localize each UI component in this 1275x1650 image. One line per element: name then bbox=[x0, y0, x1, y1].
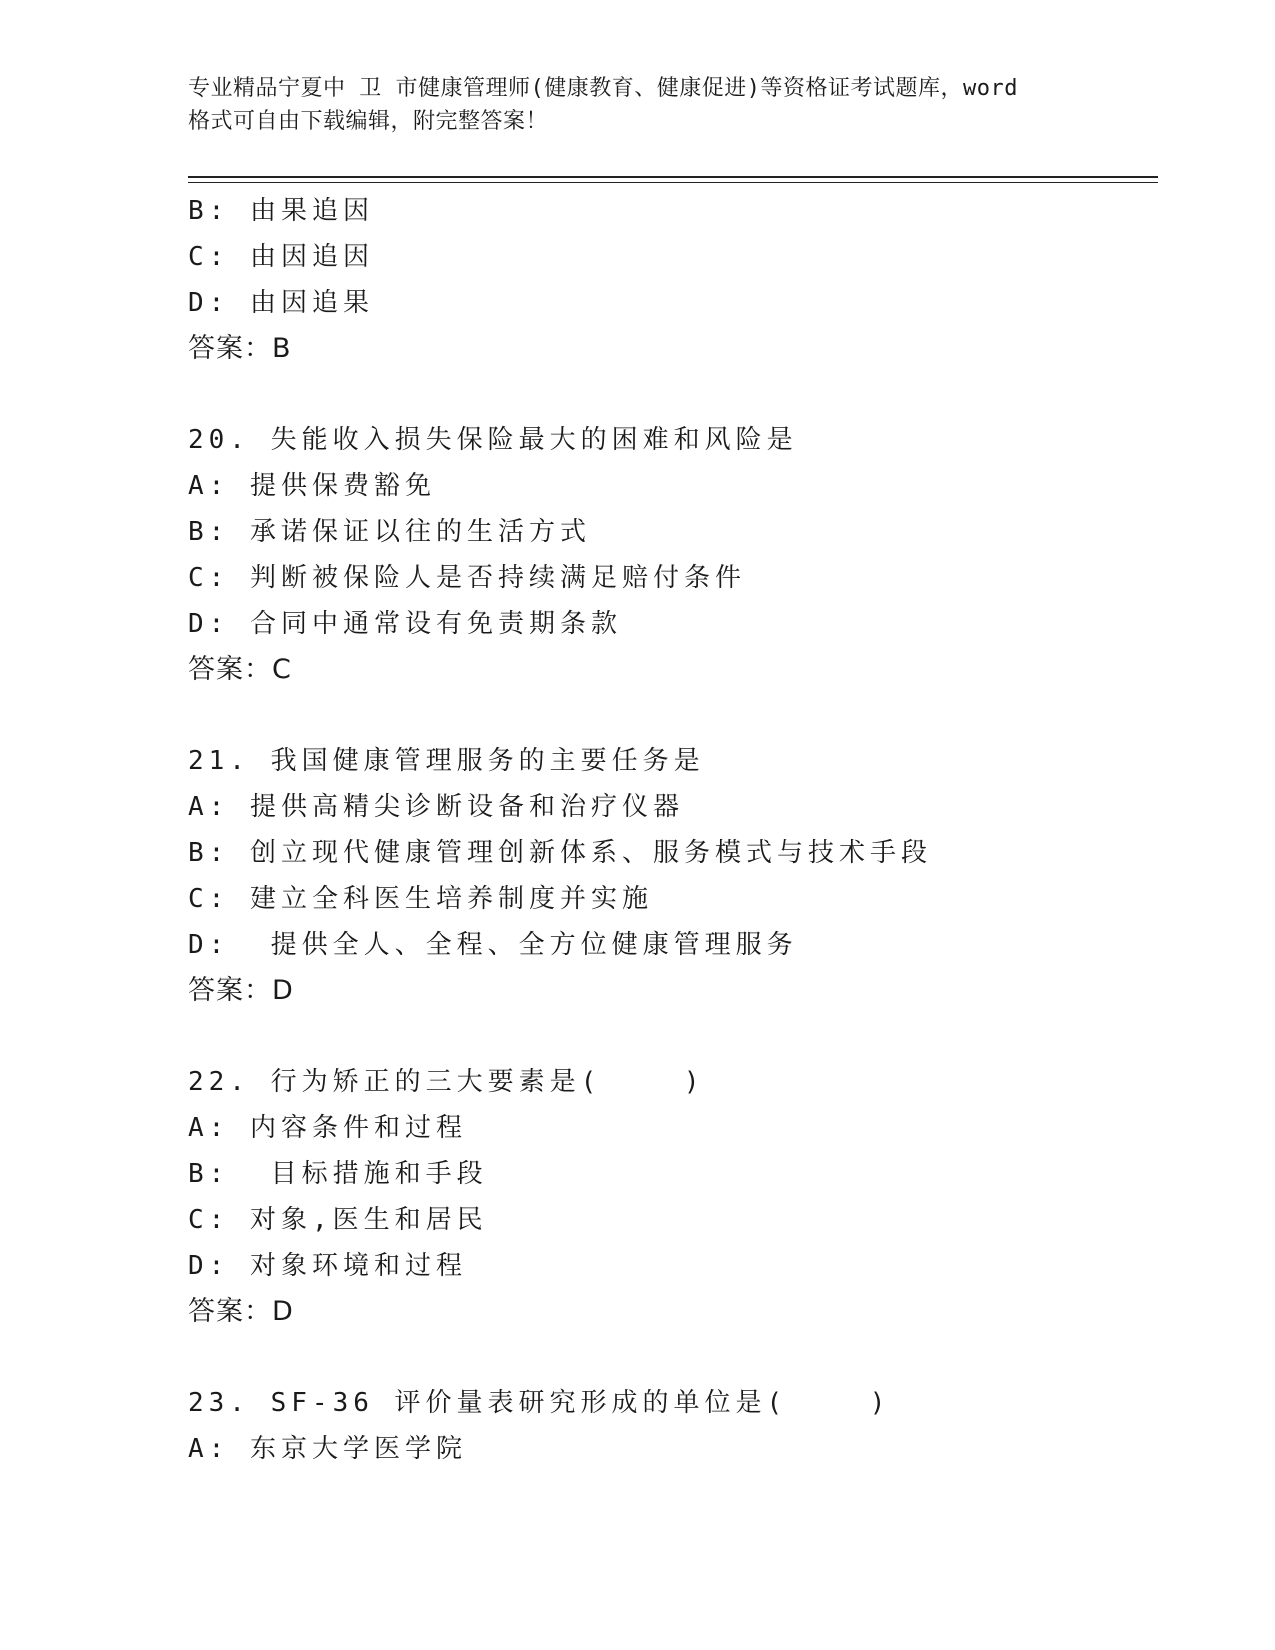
question-block-22 bbox=[188, 1059, 1158, 1335]
answer-line: 答案：C bbox=[188, 654, 292, 685]
option-b: B: 承诺保证以往的生活方式 bbox=[188, 517, 591, 547]
spacer bbox=[188, 1335, 1158, 1380]
question-block-19 bbox=[188, 188, 1158, 372]
option-d: D: 提供全人、全程、全方位健康管理服务 bbox=[188, 930, 798, 960]
question-block-21 bbox=[188, 738, 1158, 1014]
answer-line: 答案：B bbox=[188, 333, 292, 364]
question-text: 23. SF-36 评价量表研究形成的单位是( ) bbox=[188, 1388, 891, 1418]
question-text: 20. 失能收入损失保险最大的困难和风险是 bbox=[188, 425, 798, 455]
answer-line: 答案：D bbox=[188, 1296, 294, 1327]
header-line-1: 专业精品宁夏中 卫 市健康管理师(健康教育、健康促进)等资格证考试题库，word bbox=[188, 76, 1018, 101]
option-b: B: 由果追因 bbox=[188, 196, 374, 226]
header-line-2: 格式可自由下载编辑，附完整答案！ bbox=[188, 109, 549, 134]
spacer bbox=[188, 372, 1158, 417]
option-a: A: 内容条件和过程 bbox=[188, 1113, 467, 1143]
spacer bbox=[188, 693, 1158, 738]
question-text: 22. 行为矫正的三大要素是( ) bbox=[188, 1067, 705, 1097]
question-text: 21. 我国健康管理服务的主要任务是 bbox=[188, 746, 705, 776]
question-list bbox=[188, 188, 1158, 1472]
option-c: C: 建立全科医生培养制度并实施 bbox=[188, 884, 653, 914]
option-a: A: 提供高精尖诊断设备和治疗仪器 bbox=[188, 792, 684, 822]
option-c: C: 对象,医生和居民 bbox=[188, 1205, 488, 1235]
header-rule-thick bbox=[188, 176, 1158, 178]
option-d: D: 合同中通常设有免责期条款 bbox=[188, 609, 622, 639]
question-block-20 bbox=[188, 417, 1158, 693]
option-b: B: 目标措施和手段 bbox=[188, 1159, 488, 1189]
option-c: C: 判断被保险人是否持续满足赔付条件 bbox=[188, 563, 746, 593]
option-a: A: 提供保费豁免 bbox=[188, 471, 436, 501]
spacer bbox=[188, 1014, 1158, 1059]
question-block-23 bbox=[188, 1380, 1158, 1472]
option-d: D: 由因追果 bbox=[188, 288, 374, 318]
option-c: C: 由因追因 bbox=[188, 242, 374, 272]
document-header bbox=[188, 72, 1088, 138]
option-b: B: 创立现代健康管理创新体系、服务模式与技术手段 bbox=[188, 838, 932, 868]
option-a: A: 东京大学医学院 bbox=[188, 1434, 467, 1464]
header-rule-thin bbox=[188, 182, 1158, 183]
answer-line: 答案：D bbox=[188, 975, 294, 1006]
option-d: D: 对象环境和过程 bbox=[188, 1251, 467, 1281]
